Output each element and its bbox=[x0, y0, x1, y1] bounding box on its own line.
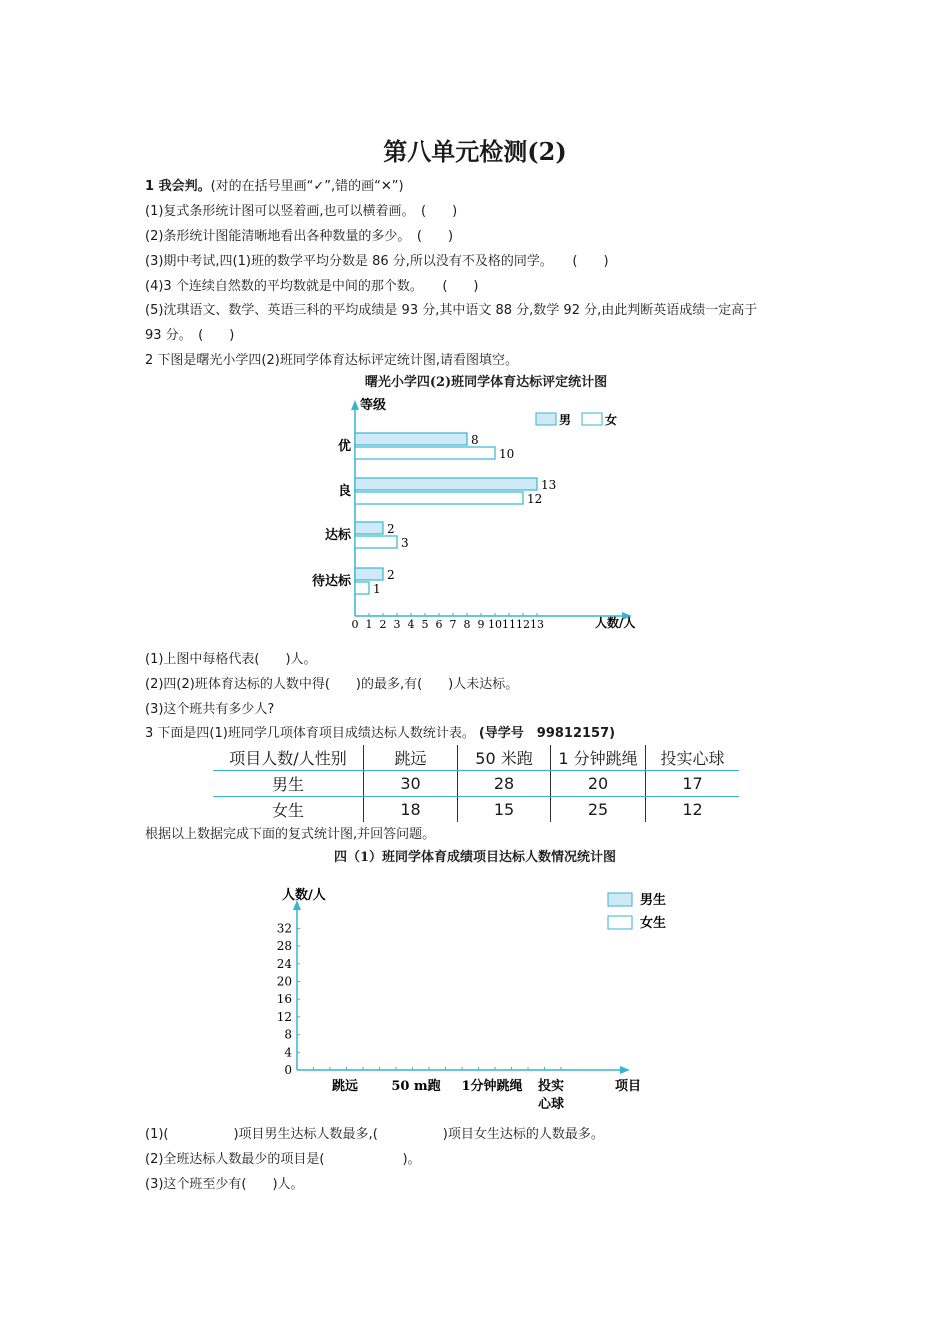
chart2-legend bbox=[608, 892, 666, 931]
bar-value-label: 8 bbox=[471, 433, 479, 447]
table-cell: 28 bbox=[458, 771, 551, 797]
bar-value-label: 3 bbox=[401, 536, 409, 550]
bar-value-label: 2 bbox=[387, 568, 395, 582]
y-tick-label: 0 bbox=[284, 1063, 292, 1077]
legend-male-label: 男 bbox=[559, 413, 572, 427]
q3-question-2: (2)全班达标人数最少的项目是( )。 bbox=[145, 1152, 421, 1167]
bar-value-label: 1 bbox=[373, 582, 381, 596]
y-tick-label: 20 bbox=[276, 974, 292, 989]
bar-value-label: 10 bbox=[499, 447, 515, 461]
table-cell: 20 bbox=[551, 771, 646, 797]
grade-bar-chart bbox=[290, 368, 660, 634]
chart1-legend bbox=[536, 412, 617, 427]
bar-male bbox=[355, 478, 537, 490]
q2-question-1: (1)上图中每格代表( )人。 bbox=[145, 652, 317, 667]
bar-male bbox=[355, 522, 383, 534]
x-tick-label: 5 bbox=[421, 618, 429, 631]
legend-girls-swatch bbox=[608, 916, 632, 929]
table-row bbox=[213, 797, 739, 823]
category-label-line2: 心球 bbox=[537, 1097, 565, 1112]
chart1-y-axis-label: 等级 bbox=[360, 398, 387, 413]
q3-instruction: 根据以上数据完成下面的复式统计图,并回答问题。 bbox=[145, 827, 436, 842]
table-cell: 男生 bbox=[213, 771, 364, 797]
category-label: 50 m跑 bbox=[391, 1079, 441, 1094]
q1-header-note: (对的在括号里画“✓”,错的画“✕”) bbox=[210, 179, 404, 194]
category-label-line1: 投实 bbox=[537, 1079, 565, 1094]
bar-value-label: 13 bbox=[541, 478, 557, 492]
y-tick-label: 12 bbox=[276, 1009, 292, 1024]
x-tick-label: 8 bbox=[463, 618, 471, 631]
q2-header: 2 下图是曙光小学四(2)班同学体育达标评定统计图,请看图填空。 bbox=[145, 353, 518, 368]
table-cell: 25 bbox=[551, 797, 646, 823]
chart2-title: 四（1）班同学体育成绩项目达标人数情况统计图 bbox=[333, 850, 617, 865]
y-tick-label: 16 bbox=[276, 992, 292, 1007]
table-header-cell: 投实心球 bbox=[646, 745, 740, 771]
x-tick-label: 10 bbox=[488, 618, 502, 631]
category-label: 待达标 bbox=[311, 574, 351, 589]
score-table bbox=[213, 745, 739, 822]
category-label: 跳远 bbox=[331, 1079, 359, 1094]
bar-value-label: 12 bbox=[527, 492, 543, 506]
table-header-cell: 50 米跑 bbox=[458, 745, 551, 771]
q1-item-2: (2)条形统计图能清晰地看出各种数量的多少。 ( ) bbox=[145, 229, 454, 244]
q1-item-1: (1)复式条形统计图可以竖着画,也可以横着画。 ( ) bbox=[145, 204, 458, 219]
bar-female bbox=[355, 582, 369, 594]
table-header-row bbox=[213, 745, 739, 771]
bar-male bbox=[355, 433, 467, 445]
event-bar-chart-blank bbox=[270, 842, 670, 1120]
q2-question-2: (2)四(2)班体育达标的人数中得( )的最多,有( )人未达标。 bbox=[145, 677, 519, 692]
x-tick-label: 9 bbox=[477, 618, 485, 631]
table-cell: 17 bbox=[646, 771, 740, 797]
q1-header bbox=[145, 178, 404, 196]
table-header-cell: 项目人数/人性别 bbox=[213, 745, 364, 771]
x-tick-label: 13 bbox=[530, 618, 544, 631]
chart2-x-axis-label: 项目 bbox=[615, 1079, 642, 1094]
legend-girls-label: 女生 bbox=[640, 916, 667, 931]
category-label: 良 bbox=[337, 484, 351, 499]
y-tick-label: 8 bbox=[284, 1027, 292, 1042]
q3-question-3: (3)这个班至少有( )人。 bbox=[145, 1177, 304, 1192]
q3-header-text: 3 下面是四(1)班同学几项体育项目成绩达标人数统计表。 bbox=[145, 726, 475, 741]
y-tick-label: 24 bbox=[276, 956, 292, 971]
q1-item-5-cont: 93 分。 ( ) bbox=[145, 328, 235, 343]
bar-female bbox=[355, 447, 495, 459]
table-cell: 12 bbox=[646, 797, 740, 823]
chart1-x-axis-label: 人数/人 bbox=[595, 616, 636, 630]
x-tick-label: 7 bbox=[449, 618, 457, 631]
x-tick-label: 4 bbox=[407, 618, 415, 631]
table-header-cell: 跳远 bbox=[364, 745, 458, 771]
y-tick-label: 32 bbox=[276, 921, 292, 936]
table-cell: 18 bbox=[364, 797, 458, 823]
x-tick-label: 12 bbox=[516, 618, 530, 631]
y-tick-label: 4 bbox=[284, 1045, 292, 1060]
q1-item-4: (4)3 个连续自然数的平均数就是中间的那个数。 ( ) bbox=[145, 279, 479, 294]
q1-header-label: 1 我会判。 bbox=[145, 179, 211, 194]
bar-female bbox=[355, 536, 397, 548]
x-tick-label: 11 bbox=[502, 618, 516, 631]
table-row bbox=[213, 771, 739, 797]
x-tick-label: 0 bbox=[351, 618, 359, 631]
page-title: 第八单元检测(2) bbox=[383, 137, 567, 166]
q2-question-3: (3)这个班共有多少人? bbox=[145, 702, 275, 717]
q3-header bbox=[145, 725, 615, 743]
legend-male-swatch bbox=[536, 413, 556, 425]
q3-question-1: (1)( )项目男生达标人数最多,( )项目女生达标的人数最多。 bbox=[145, 1127, 604, 1142]
category-label: 优 bbox=[337, 439, 351, 454]
legend-female-swatch bbox=[582, 413, 602, 425]
x-tick-label: 1 bbox=[365, 618, 373, 631]
q1-item-3: (3)期中考试,四(1)班的数学平均分数是 86 分,所以没有不及格的同学。 ( ) bbox=[145, 254, 609, 269]
table-header-cell: 1 分钟跳绳 bbox=[551, 745, 646, 771]
chart2-y-axis-label: 人数/人 bbox=[282, 888, 326, 903]
chart2-axes bbox=[293, 900, 630, 1074]
y-tick-label: 28 bbox=[276, 939, 292, 954]
table-cell: 15 bbox=[458, 797, 551, 823]
x-tick-label: 3 bbox=[393, 618, 401, 631]
q1-item-5: (5)沈琪语文、数学、英语三科的平均成绩是 93 分,其中语文 88 分,数学 92 分,由此判断英语成绩一定高于 bbox=[145, 303, 758, 318]
category-label: 1分钟跳绳 bbox=[461, 1079, 523, 1094]
category-label: 达标 bbox=[324, 528, 351, 543]
legend-boys-label: 男生 bbox=[640, 893, 667, 908]
table-cell: 30 bbox=[364, 771, 458, 797]
chart1-title: 曙光小学四(2)班同学体育达标评定统计图 bbox=[364, 375, 608, 390]
bar-female bbox=[355, 492, 523, 504]
bar-value-label: 2 bbox=[387, 522, 395, 536]
table-cell: 女生 bbox=[271, 801, 304, 820]
legend-boys-swatch bbox=[608, 893, 632, 906]
bar-male bbox=[355, 568, 383, 580]
x-tick-label: 2 bbox=[379, 618, 387, 631]
q3-guide-number: (导学号 99812157) bbox=[478, 726, 616, 741]
legend-female-label: 女 bbox=[605, 413, 618, 427]
x-tick-label: 6 bbox=[435, 618, 443, 631]
